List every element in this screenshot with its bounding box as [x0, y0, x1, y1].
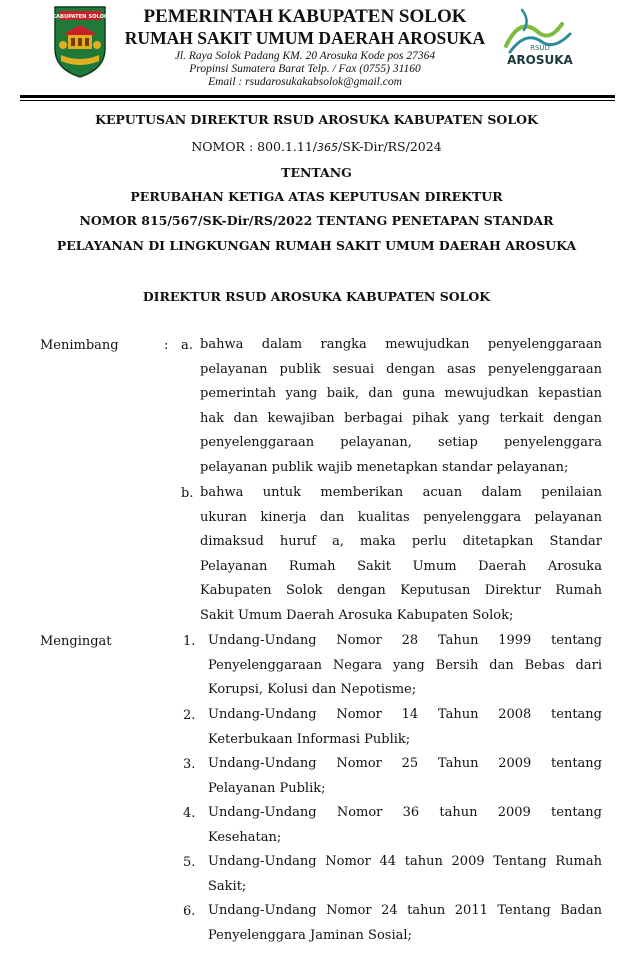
- decree-subject-line-2: NOMOR 815/567/SK-Dir/RS/2022 TENTANG PENETAPAN STANDAR: [79, 213, 554, 228]
- menimbang-b-line: dimaksud huruf a, maka perlu ditetapkan Standar: [200, 534, 602, 549]
- menimbang-b-line: ukuran kinerja dan kualitas penyelenggara pelayanan: [200, 509, 602, 525]
- menimbang-b-text: [200, 481, 602, 628]
- hospital-name: RUMAH SAKIT UMUM DAERAH AROSUKA: [124, 28, 486, 48]
- mengingat-1-line: Korupsi, Kolusi dan Nepotisme;: [208, 682, 417, 697]
- menimbang-label: Menimbang: [40, 338, 119, 353]
- menimbang-a-line: hak dan kewajiban berbagai pihak yang terkait dengan: [200, 410, 602, 426]
- decree-number-handwritten: 365: [317, 141, 339, 154]
- mengingat-3-marker: 3.: [183, 757, 196, 772]
- mengingat-1-line: Penyelenggaraan Negara yang Bersih dan Bebas dari: [208, 657, 602, 673]
- menimbang-a-line: penyelenggaraan pelayanan, setiap penyelenggara: [200, 435, 602, 450]
- decree-issuer: DIREKTUR RSUD AROSUKA KABUPATEN SOLOK: [142, 289, 491, 304]
- mengingat-3-line: Undang-Undang Nomor 25 Tahun 2009 tentang: [208, 756, 602, 771]
- mengingat-5-text: [208, 850, 602, 899]
- right-logo-text: AROSUKA: [507, 53, 573, 67]
- kabupaten-solok-logo: [51, 3, 109, 79]
- menimbang-a-marker: a.: [181, 338, 193, 353]
- mengingat-4-marker: 4.: [183, 806, 196, 821]
- letterhead-rule-thick: [20, 95, 615, 98]
- menimbang-b-line: Kabupaten Solok dengan Keputusan Direktur Rumah: [200, 583, 602, 598]
- mengingat-6-text: [208, 899, 602, 948]
- menimbang-a-line: pemerintah yang baik, dan guna mewujudkan kepastian: [200, 386, 602, 401]
- menimbang-b-line: Sakit Umum Daerah Arosuka Kabupaten Solok;: [200, 607, 514, 623]
- government-name: PEMERINTAH KABUPATEN SOLOK: [143, 6, 467, 27]
- mengingat-1-marker: 1.: [183, 634, 196, 649]
- mengingat-1-text: [208, 629, 602, 703]
- mengingat-5-line: Sakit;: [208, 878, 247, 894]
- right-logo-small: RSUD: [530, 44, 550, 52]
- hospital-email: Email : rsudarosukakabsolok@gmail.com: [208, 76, 402, 88]
- decree-number: [0, 139, 633, 154]
- menimbang-b-line: Pelayanan Rumah Sakit Umum Daerah Arosuka: [200, 558, 602, 574]
- menimbang-a-line: pelayanan publik sesuai dengan asas penyelenggaraan: [200, 361, 602, 377]
- mengingat-5-marker: 5.: [183, 855, 196, 870]
- decree-about: TENTANG: [281, 165, 352, 180]
- decree-number-suffix: /SK-Dir/RS/2024: [338, 139, 442, 154]
- letterhead: [0, 0, 633, 100]
- mengingat-4-text: [208, 801, 602, 850]
- rsud-arosuka-logo: [500, 6, 580, 76]
- menimbang-a-line: bahwa dalam rangka mewujudkan penyelenggaraan: [200, 337, 602, 352]
- menimbang-a-text: [200, 333, 602, 480]
- hospital-address: Jl. Raya Solok Padang KM. 20 Arosuka Kode pos 27364: [174, 50, 436, 62]
- left-logo-banner: KABUPATEN SOLOK: [51, 14, 109, 20]
- mengingat-4-line: Undang-Undang Nomor 36 tahun 2009 tentang: [208, 805, 602, 820]
- mengingat-5-line: Undang-Undang Nomor 44 tahun 2009 Tentang Rumah: [208, 854, 602, 869]
- menimbang-colon: :: [164, 338, 169, 353]
- mengingat-6-marker: 6.: [183, 904, 196, 919]
- mengingat-6-line: Undang-Undang Nomor 24 tahun 2011 Tentang Badan: [208, 903, 602, 918]
- mengingat-2-line: Undang-Undang Nomor 14 Tahun 2008 tentang: [208, 707, 602, 722]
- menimbang-b-line: bahwa untuk memberikan acuan dalam penilaian: [200, 485, 602, 500]
- decree-number-prefix: NOMOR : 800.1.11/: [191, 139, 318, 154]
- decree-subject-line-3: PELAYANAN DI LINGKUNGAN RUMAH SAKIT UMUM DAERAH AROSUKA: [56, 238, 577, 253]
- menimbang-a-line: pelayanan publik wajib menetapkan standar pelayanan;: [200, 459, 569, 475]
- menimbang-b-marker: b.: [181, 486, 194, 501]
- mengingat-2-line: Keterbukaan Informasi Publik;: [208, 731, 411, 747]
- decree-subject-line-1: PERUBAHAN KETIGA ATAS KEPUTUSAN DIREKTUR: [130, 189, 503, 204]
- letterhead-rule-thin: [20, 100, 615, 101]
- mengingat-6-line: Penyelenggara Jaminan Sosial;: [208, 927, 412, 943]
- mengingat-2-marker: 2.: [183, 708, 196, 723]
- hospital-province-phone: Propinsi Sumatera Barat Telp. / Fax (0755) 31160: [189, 63, 421, 75]
- mengingat-label: Mengingat: [40, 634, 112, 649]
- mengingat-4-line: Kesehatan;: [208, 829, 282, 845]
- mengingat-3-line: Pelayanan Publik;: [208, 780, 326, 796]
- decree-title: KEPUTUSAN DIREKTUR RSUD AROSUKA KABUPATEN SOLOK: [95, 112, 538, 127]
- mengingat-3-text: [208, 752, 602, 801]
- mengingat-2-text: [208, 703, 602, 752]
- mengingat-1-line: Undang-Undang Nomor 28 Tahun 1999 tentang: [208, 633, 602, 648]
